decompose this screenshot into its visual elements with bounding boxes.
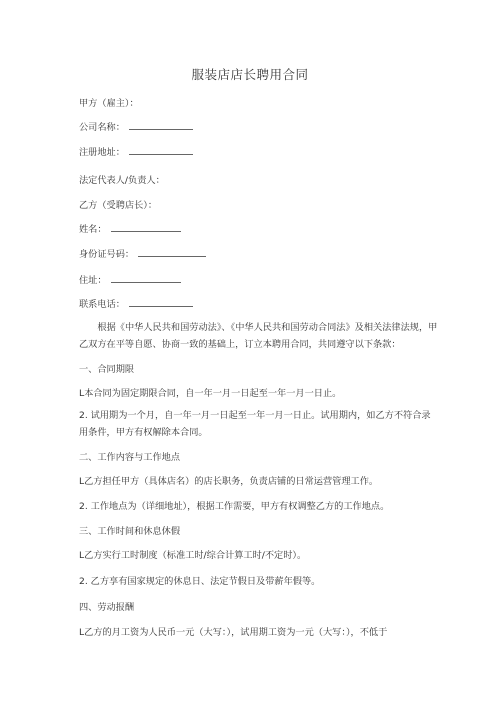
residence-line — [79, 273, 435, 289]
registered-address-label: 注册地址： — [79, 147, 125, 158]
id-number-blank — [138, 247, 206, 257]
preamble-paragraph: 根据《中华人民共和国劳动法》、《中华人民共和国劳动合同法》及相关法律法规，甲乙双方在平等自愿、协商一致的基础上，订立本聘用合同，共同遵守以下条款： — [79, 322, 438, 350]
registered-address-line — [79, 145, 435, 161]
company-name-label: 公司名称： — [79, 122, 125, 133]
company-name-line — [79, 120, 435, 136]
name-line — [79, 222, 435, 238]
clause: 2. 工作地点为（详细地址），根据工作需要，甲方有权调整乙方的工作地点。 — [79, 501, 390, 512]
party-a-heading: 甲方（雇主）： — [79, 98, 139, 109]
id-number-label: 身份证号码： — [79, 249, 135, 260]
clause: L乙方担任甲方（具体店名）的店长职务，负责店铺的日常运营管理工作。 — [79, 476, 379, 487]
party-b-heading: 乙方（受聘店长）： — [79, 200, 158, 211]
company-name-blank — [129, 120, 193, 130]
section-heading: 一、合同期限 — [79, 364, 135, 375]
name-label: 姓名： — [79, 224, 107, 235]
clause: L本合同为固定期限合同，自一年一月一日起至一年一月一日止。 — [79, 388, 342, 399]
phone-blank — [129, 297, 193, 307]
residence-blank — [111, 273, 181, 283]
section-heading: 二、工作内容与工作地点 — [79, 452, 181, 463]
id-number-line — [79, 247, 435, 263]
clause: 2. 试用期为一个月，自一年一月一日起至一年一月一日止。试用期内，如乙方不符合录用条件，甲方有权解除本合同。 — [79, 410, 431, 438]
residence-label: 住址： — [79, 275, 107, 286]
document-title: 服装店店长聘用合同 — [191, 67, 309, 82]
clause: L乙方实行工时制度（标准工时/综合计算工时/不定时）。 — [79, 550, 307, 561]
clause: L乙方的月工资为人民币一元（大写：），试用期工资为一元（大写：），不低于 — [79, 627, 388, 638]
registered-address-blank — [129, 145, 193, 155]
clause: 2. 乙方享有国家规定的休息日、法定节假日及带薪年假等。 — [79, 576, 321, 587]
phone-line — [79, 297, 435, 313]
section-heading: 四、劳动报酬 — [79, 602, 135, 613]
phone-label: 联系电话： — [79, 299, 125, 310]
section-heading: 三、工作时间和休息休假 — [79, 526, 181, 537]
legal-rep-line: 法定代表人/负责人： — [79, 175, 165, 186]
name-blank — [111, 222, 181, 232]
